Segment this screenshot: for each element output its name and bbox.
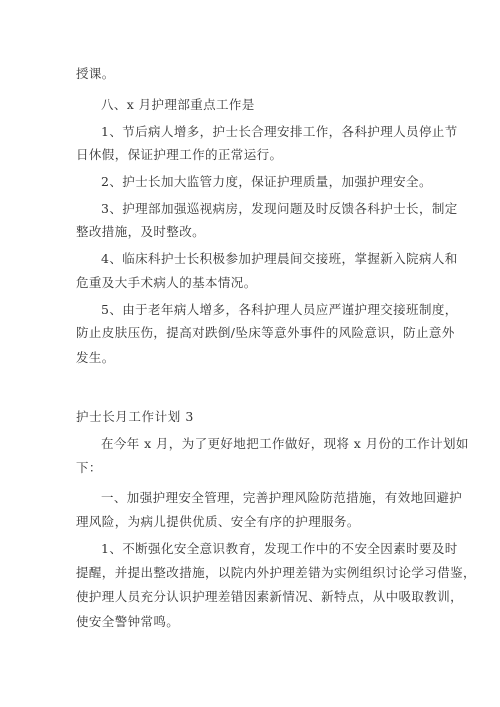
text-line: 危重及大手术病人的基本情况。 xyxy=(76,275,257,290)
section-heading: 一、加强护理安全管理，完善护理风险防范措施，有效地回避护 xyxy=(101,490,463,505)
text-line: 发生。 xyxy=(76,350,115,365)
text-line: 下： xyxy=(76,460,102,475)
document-title: 护士长月工作计划 3 xyxy=(76,409,194,424)
text-line: 2、护士长加大监管力度，保证护理质量，加强护理安全。 xyxy=(101,174,432,189)
text-line: 在今年 x 月，为了更好地把工作做好，现将 x 月份的工作计划如 xyxy=(101,436,469,451)
text-line: 5、由于老年病人增多，各科护理人员应严谨护理交接班制度， xyxy=(101,302,458,317)
text-line: 3、护理部加强巡视病房，发现问题及时反馈各科护士长，制定 xyxy=(101,201,458,216)
text-line: 理风险，为病儿提供优质、安全有序的护理服务。 xyxy=(76,514,360,529)
text-line: 1、节后病人增多，护士长合理安排工作，各科护理人员停止节 xyxy=(101,124,458,139)
text-line: 防止皮肤压伤，提高对跌倒/坠床等意外事件的风险意识，防止意外 xyxy=(76,325,455,340)
text-line: 1、不断强化安全意识教育，发现工作中的不安全因素时要及时 xyxy=(101,541,458,556)
section-heading: 八、x 月护理部重点工作是 xyxy=(101,97,255,112)
text-line: 提醒，并提出整改措施，以院内外护理差错为实例组织讨论学习借鉴， xyxy=(76,565,476,580)
text-line: 日休假，保证护理工作的正常运行。 xyxy=(76,147,283,162)
text-line: 使安全警钟常鸣。 xyxy=(76,614,180,629)
text-line: 整改措施，及时整改。 xyxy=(76,224,206,239)
text-line: 授课。 xyxy=(76,66,115,81)
text-line: 使护理人员充分认识护理差错因素新情况、新特点，从中吸取教训， xyxy=(76,589,464,604)
text-line: 4、临床科护士长积极参加护理晨间交接班，掌握新入院病人和 xyxy=(101,251,458,266)
